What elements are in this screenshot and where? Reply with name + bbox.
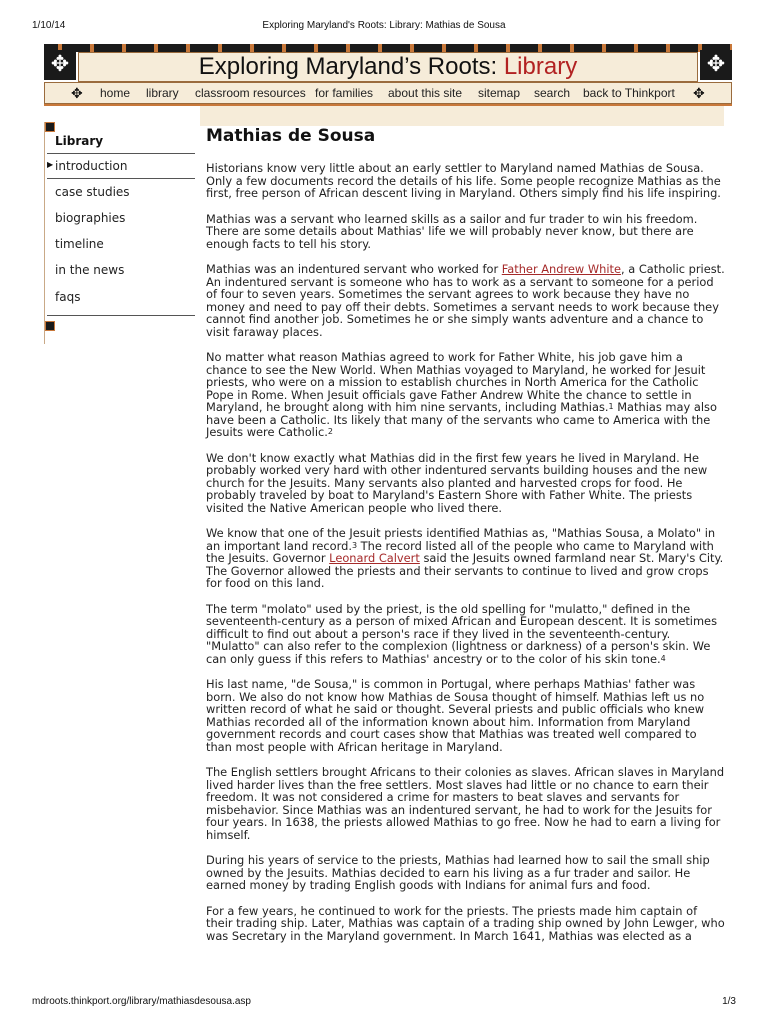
- current-caret-icon: ▶: [47, 160, 54, 169]
- text-run: The term "molato" used by the priest, is the old spelling for "mulatto," defined in the seventeenth-century as a person of mixed African and European descent. It is sometimes difficult to find out about a person's race if they lived in the seventeenth-century. "Mulatto" can also refer to the complexion (lightness or darkness) of a person's skin. We can only guess if this refers to Mathias' ancestry or to the color of his skin tone.: [206, 601, 718, 666]
- paragraph: [206, 263, 726, 338]
- nav-classroom-resources[interactable]: classroom resources: [195, 86, 306, 100]
- text-run: Mathias may also have been a Catholic. Its likely that many of the servants who came to America with the Jesuits were Catholic.: [206, 400, 717, 439]
- print-url: mdroots.thinkport.org/library/mathiasdesousa.asp: [32, 996, 251, 1007]
- sidebar-marker-icon: [45, 122, 55, 132]
- print-date: 1/10/14: [32, 20, 66, 31]
- sidebar-heading: Library: [55, 134, 104, 148]
- nav-sitemap[interactable]: sitemap: [478, 86, 521, 100]
- paragraph: During his years of service to the priests, Mathias had learned how to sail the small ship owned by the Jesuits. Mathias decided to earn his living as a fur trader and sailor. He earned money by trading English goods with Indians for animal furs and food.: [206, 853, 710, 892]
- site-title-main: Exploring Maryland’s Roots:: [198, 53, 504, 80]
- main-content: [206, 126, 726, 955]
- print-page-number: 1/3: [722, 996, 736, 1007]
- paragraph: His last name, "de Sousa," is common in Portugal, where perhaps Mathias' father was born. We also do not know how Mathias de Sousa thought of himself. Mathias left us no written record of what he said or thought. Several priests and public officials who knew Mathias recorded all of the information known about him. Information from Maryland government records and court cases show that Mathias was treated well compared to than most people with African heritage in Maryland.: [206, 677, 705, 754]
- content-header-strip: [200, 106, 724, 126]
- footnote-ref[interactable]: 2: [327, 427, 333, 436]
- text-run: said the Jesuits owned farmland near St. Mary's City. The Governor allowed the priests and their servants to continue to lived and grow crops for food on this land.: [206, 551, 724, 590]
- site-banner: [44, 44, 732, 106]
- print-page-title: Exploring Maryland's Roots: Library: Mathias de Sousa: [262, 20, 506, 31]
- top-nav: [44, 82, 732, 104]
- cross-ornament-icon: ✥: [693, 85, 705, 101]
- decorative-border: [44, 44, 732, 52]
- paragraph: Historians know very little about an early settler to Maryland named Mathias de Sousa. Only a few documents record the details of his life. Some people recognize Mathias as the first, free person of African descent living in Maryland. Others simply find his life inspiring.: [206, 161, 721, 200]
- sidebar-item-case-studies[interactable]: case studies: [55, 185, 130, 199]
- cross-ornament-icon: ✥: [71, 85, 83, 101]
- paragraph: We don't know exactly what Mathias did in the first few years he lived in Maryland. He probably worked very hard with other indentured servants building houses and the new church for the Jesuits. Many servants also planted and harvested crops for food. He probably traveled by boat to Maryland's Eastern Shore with Father White. The priests visited the Native American people who lived there.: [206, 450, 708, 515]
- site-title: [78, 52, 698, 82]
- sidebar-item-in-the-news[interactable]: in the news: [55, 263, 125, 277]
- footnote-ref[interactable]: 4: [660, 653, 666, 663]
- text-run: , a Catholic priest. An indentured servant is someone who has to work as a servant to someone for a period of four to seven years. Sometimes the servant agrees to work because they have no money and need to pay off their debts. Sometimes a servant needs to work because they cannot find another job. Sometimes he or she simply wants adventure and a chance to visit faraway places.: [206, 262, 725, 339]
- link-father-andrew-white[interactable]: Father Andrew White: [501, 262, 621, 276]
- paragraph: For a few years, he continued to work for the priests. The priests made him captain of their trading ship. Later, Mathias was captain of a trading ship owned by John Lewger, who was Secretary in the Maryland government. In March 1641, Mathias was elected as a: [206, 903, 725, 943]
- sidebar: [44, 122, 195, 344]
- text-run: Mathias was an indentured servant who worked for: [206, 262, 502, 276]
- sidebar-item-introduction[interactable]: introduction: [55, 159, 128, 173]
- paragraph: Mathias was a servant who learned skills as a sailor and fur trader to win his freedom. There are some details about Mathias' life we will probably never know, but there are enough facts to tell his story.: [206, 211, 698, 251]
- text-run: No matter what reason Mathias agreed to work for Father White, his job gave him a chance to see the New World. When Mathias voyaged to Maryland, he worked for Jesuit priests, who were on a mission to establish churches in North America for the Catholic Pope in Rome. When Jesuit officials gave Father Andrew White the chance to settle in Maryland, he brought along with him nine servants, including Mathias.: [206, 350, 706, 414]
- compass-cross-icon: ✥: [700, 50, 732, 80]
- footnote-ref[interactable]: 1: [608, 402, 614, 411]
- nav-library[interactable]: library: [146, 86, 179, 100]
- sidebar-divider: [47, 153, 195, 154]
- paragraph: [206, 603, 726, 666]
- sidebar-item-timeline[interactable]: timeline: [55, 237, 104, 251]
- sidebar-divider: [47, 178, 195, 179]
- link-leonard-calvert[interactable]: Leonard Calvert: [329, 551, 420, 565]
- paragraph: [206, 527, 726, 590]
- compass-cross-icon: ✥: [44, 50, 76, 80]
- nav-for-families[interactable]: for families: [315, 86, 374, 100]
- text-run: The record listed all of the people who came to Maryland with the Jesuits. Governor: [206, 538, 714, 565]
- sidebar-marker-icon: [45, 321, 55, 331]
- nav-search[interactable]: search: [534, 86, 571, 100]
- site-title-accent: Library: [503, 53, 578, 80]
- sidebar-item-faqs[interactable]: faqs: [55, 290, 81, 304]
- page-title: Mathias de Sousa: [206, 126, 376, 146]
- nav-about[interactable]: about this site: [388, 86, 463, 100]
- paragraph: [206, 351, 726, 439]
- text-run: We know that one of the Jesuit priests identified Mathias as, "Mathias Sousa, a Molato" in an important land record.: [206, 526, 716, 553]
- nav-back-to-thinkport[interactable]: back to Thinkport: [583, 86, 675, 100]
- footnote-ref[interactable]: 3: [351, 540, 358, 550]
- paragraph: The English settlers brought Africans to their colonies as slaves. African slaves in Maryland lived harder lives than the free settlers. Most slaves had little or no chance to earn their freedom. It was not considered a crime for masters to beat slaves and servants for misbehavior. Since Mathias was an indentured servant, he had to work for the Jesuits for four years. In 1638, the priests allowed Mathias to go free. Now he had to earn a living for himself.: [206, 765, 725, 842]
- sidebar-item-biographies[interactable]: biographies: [55, 211, 126, 225]
- nav-home[interactable]: home: [100, 86, 131, 100]
- sidebar-divider: [47, 315, 195, 316]
